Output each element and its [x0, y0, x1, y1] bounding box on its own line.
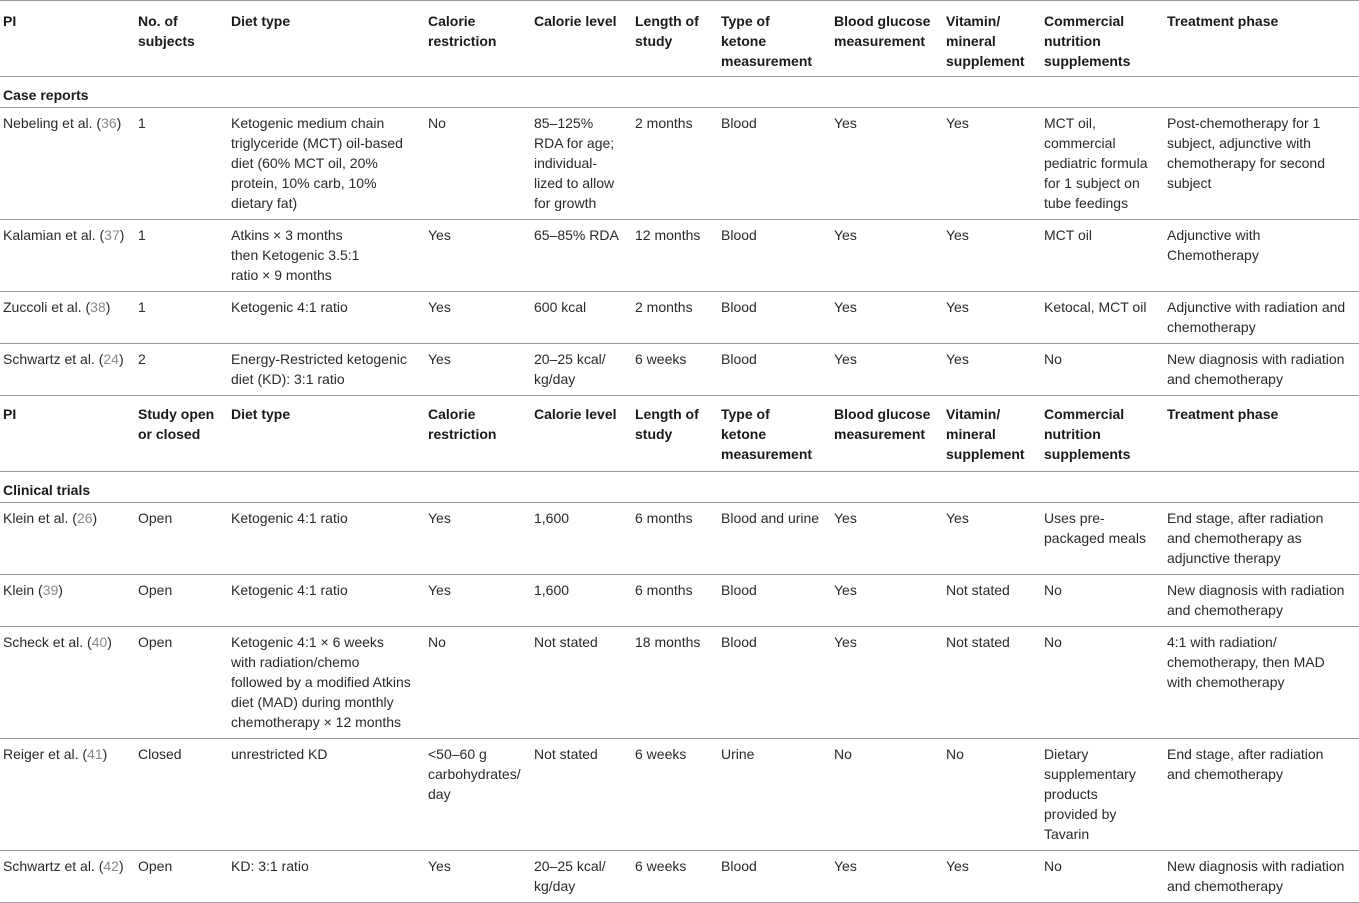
- pi-close-paren: ): [105, 299, 111, 315]
- column-header-diet-type: Diet type: [228, 1, 425, 77]
- cell-calorie-restriction: <50–60 g carbohydrates/ day: [425, 739, 531, 851]
- cell-study-length: 6 months: [632, 503, 718, 575]
- cell-commercial-supplements: MCT oil, commercial pediatric formula for 1 subject on tube feedings: [1041, 108, 1164, 220]
- table-row: [0, 220, 1359, 292]
- reference-link[interactable]: 41: [87, 746, 103, 762]
- cell-calorie-restriction: Yes: [425, 220, 531, 292]
- pi-close-paren: ): [119, 227, 125, 243]
- cell-diet-type: KD: 3:1 ratio: [228, 851, 425, 903]
- cell-pi: [0, 108, 135, 220]
- column-header-ketone-measurement: Type of ketone measurement: [718, 1, 831, 77]
- section-title: Clinical trials: [0, 472, 1359, 503]
- pi-name: Nebeling et al. (: [3, 115, 102, 131]
- column-header-row: [0, 1, 1359, 77]
- cell-pi: [0, 503, 135, 575]
- section-title: Case reports: [0, 77, 1359, 108]
- cell-calorie-level: 600 kcal: [531, 292, 632, 344]
- column-header-treatment-phase: Treatment phase: [1164, 1, 1359, 77]
- cell-blood-glucose: Yes: [831, 503, 943, 575]
- reference-link[interactable]: 42: [103, 858, 119, 874]
- reference-link[interactable]: 26: [76, 510, 93, 526]
- cell-study-length: 6 weeks: [632, 739, 718, 851]
- pi-close-paren: ): [116, 115, 122, 131]
- cell-study-length: 12 months: [632, 220, 718, 292]
- cell-calorie-restriction: Yes: [425, 503, 531, 575]
- column-header-calorie-level: Calorie level: [531, 396, 632, 472]
- table-row: [0, 503, 1359, 575]
- pi-name: Scheck et al. (: [3, 634, 92, 650]
- cell-treatment-phase: Adjunctive with radiation and chemotherapy: [1164, 292, 1359, 344]
- cell-pi: [0, 575, 135, 627]
- column-header-calorie-level: Calorie level: [531, 1, 632, 77]
- cell-calorie-level: 85–125% RDA for age; individual- lized to allow for growth: [531, 108, 632, 220]
- cell-subjects-or-status: Closed: [135, 739, 228, 851]
- cell-vitamin-supplement: Yes: [943, 220, 1041, 292]
- cell-commercial-supplements: Dietary supplementary products provided by Tavarin: [1041, 739, 1164, 851]
- column-header-study-length: Length of study: [632, 1, 718, 77]
- cell-ketone-measurement: Blood: [718, 575, 831, 627]
- cell-diet-type: unrestricted KD: [228, 739, 425, 851]
- cell-calorie-level: 20–25 kcal/ kg/day: [531, 851, 632, 903]
- cell-blood-glucose: No: [831, 739, 943, 851]
- cell-vitamin-supplement: Yes: [943, 292, 1041, 344]
- column-header-treatment-phase: Treatment phase: [1164, 396, 1359, 472]
- cell-calorie-restriction: No: [425, 627, 531, 739]
- cell-ketone-measurement: Blood: [718, 627, 831, 739]
- cell-commercial-supplements: MCT oil: [1041, 220, 1164, 292]
- pi-close-paren: ): [58, 582, 63, 598]
- cell-calorie-restriction: Yes: [425, 292, 531, 344]
- column-header-vitamin-supplement: Vitamin/ mineral supplement: [943, 1, 1041, 77]
- cell-ketone-measurement: Blood and urine: [718, 503, 831, 575]
- cell-subjects-or-status: Open: [135, 851, 228, 903]
- cell-blood-glucose: Yes: [831, 344, 943, 396]
- reference-link[interactable]: 36: [101, 115, 117, 131]
- cell-pi: [0, 220, 135, 292]
- pi-close-paren: ): [118, 858, 124, 874]
- cell-calorie-restriction: Yes: [425, 851, 531, 903]
- cell-ketone-measurement: Blood: [718, 108, 831, 220]
- table-row: [0, 575, 1359, 627]
- cell-blood-glucose: Yes: [831, 851, 943, 903]
- table-row: [0, 739, 1359, 851]
- cell-subjects-or-status: 1: [135, 292, 228, 344]
- cell-treatment-phase: Adjunctive with Chemotherapy: [1164, 220, 1359, 292]
- reference-link[interactable]: 40: [91, 634, 108, 650]
- column-header-pi: PI: [0, 396, 135, 472]
- cell-commercial-supplements: No: [1041, 627, 1164, 739]
- pi-name: Kalamian et al. (: [3, 227, 105, 243]
- table-row: [0, 851, 1359, 903]
- column-header-row: [0, 396, 1359, 472]
- section-row: [0, 472, 1359, 503]
- cell-pi: [0, 344, 135, 396]
- cell-vitamin-supplement: Yes: [943, 503, 1041, 575]
- column-header-subjects-or-status: No. of subjects: [135, 1, 228, 77]
- column-header-calorie-restriction: Calorie restriction: [425, 1, 531, 77]
- reference-link[interactable]: 24: [103, 351, 119, 367]
- cell-pi: [0, 627, 135, 739]
- cell-treatment-phase: Post-chemotherapy for 1 subject, adjunctive with chemotherapy for second subject: [1164, 108, 1359, 220]
- table-row: [0, 627, 1359, 739]
- cell-diet-type: Ketogenic 4:1 × 6 weeks with radiation/chemo followed by a modified Atkins diet (MAD) during monthly chemotherapy × 12 months: [228, 627, 425, 739]
- pi-name: Zuccoli et al. (: [3, 299, 91, 315]
- cell-ketone-measurement: Blood: [718, 851, 831, 903]
- cell-calorie-level: Not stated: [531, 739, 632, 851]
- column-header-ketone-measurement: Type of ketone measurement: [718, 396, 831, 472]
- table-row: [0, 344, 1359, 396]
- reference-link[interactable]: 39: [42, 582, 59, 598]
- pi-close-paren: ): [102, 746, 108, 762]
- cell-diet-type: Energy-Restricted ketogenic diet (KD): 3:1 ratio: [228, 344, 425, 396]
- cell-blood-glucose: Yes: [831, 292, 943, 344]
- cell-treatment-phase: End stage, after radiation and chemotherapy as adjunctive therapy: [1164, 503, 1359, 575]
- cell-calorie-level: Not stated: [531, 627, 632, 739]
- table-row: [0, 292, 1359, 344]
- pi-close-paren: ): [107, 634, 112, 650]
- reference-link[interactable]: 37: [104, 227, 120, 243]
- column-header-pi: PI: [0, 1, 135, 77]
- cell-blood-glucose: Yes: [831, 108, 943, 220]
- cell-vitamin-supplement: Yes: [943, 851, 1041, 903]
- cell-treatment-phase: New diagnosis with radiation and chemotherapy: [1164, 851, 1359, 903]
- cell-calorie-restriction: Yes: [425, 575, 531, 627]
- cell-vitamin-supplement: Not stated: [943, 575, 1041, 627]
- pi-close-paren: ): [118, 351, 124, 367]
- cell-study-length: 2 months: [632, 292, 718, 344]
- column-header-commercial-supplements: Commercial nutrition supplements: [1041, 1, 1164, 77]
- cell-calorie-level: 1,600: [531, 503, 632, 575]
- cell-vitamin-supplement: Not stated: [943, 627, 1041, 739]
- cell-calorie-level: 65–85% RDA: [531, 220, 632, 292]
- pi-close-paren: ): [92, 510, 98, 526]
- cell-pi: [0, 739, 135, 851]
- column-header-blood-glucose: Blood glucose measurement: [831, 396, 943, 472]
- cell-subjects-or-status: Open: [135, 575, 228, 627]
- cell-calorie-level: 1,600: [531, 575, 632, 627]
- column-header-blood-glucose: Blood glucose measurement: [831, 1, 943, 77]
- cell-study-length: 6 weeks: [632, 344, 718, 396]
- cell-study-length: 18 months: [632, 627, 718, 739]
- cell-commercial-supplements: No: [1041, 344, 1164, 396]
- pi-name: Klein et al. (: [3, 510, 77, 526]
- cell-subjects-or-status: 2: [135, 344, 228, 396]
- cell-calorie-level: 20–25 kcal/ kg/day: [531, 344, 632, 396]
- column-header-calorie-restriction: Calorie restriction: [425, 396, 531, 472]
- cell-calorie-restriction: Yes: [425, 344, 531, 396]
- cell-ketone-measurement: Urine: [718, 739, 831, 851]
- table-row: [0, 108, 1359, 220]
- column-header-subjects-or-status: Study open or closed: [135, 396, 228, 472]
- cell-pi: [0, 851, 135, 903]
- pi-name: Klein (: [3, 582, 43, 598]
- cell-vitamin-supplement: Yes: [943, 344, 1041, 396]
- cell-diet-type: Ketogenic medium chain triglyceride (MCT) oil-based diet (60% MCT oil, 20% protein, 10% carb, 10% dietary fat): [228, 108, 425, 220]
- column-header-commercial-supplements: Commercial nutrition supplements: [1041, 396, 1164, 472]
- cell-blood-glucose: Yes: [831, 575, 943, 627]
- cell-blood-glucose: Yes: [831, 220, 943, 292]
- cell-commercial-supplements: Ketocal, MCT oil: [1041, 292, 1164, 344]
- cell-study-length: 6 weeks: [632, 851, 718, 903]
- pi-name: Schwartz et al. (: [3, 858, 104, 874]
- cell-ketone-measurement: Blood: [718, 344, 831, 396]
- cell-diet-type: Ketogenic 4:1 ratio: [228, 292, 425, 344]
- cell-vitamin-supplement: Yes: [943, 108, 1041, 220]
- cell-ketone-measurement: Blood: [718, 220, 831, 292]
- reference-link[interactable]: 38: [90, 299, 106, 315]
- cell-commercial-supplements: No: [1041, 575, 1164, 627]
- cell-subjects-or-status: 1: [135, 220, 228, 292]
- cell-ketone-measurement: Blood: [718, 292, 831, 344]
- cell-pi: [0, 292, 135, 344]
- cell-study-length: 6 months: [632, 575, 718, 627]
- cell-treatment-phase: End stage, after radiation and chemotherapy: [1164, 739, 1359, 851]
- cell-treatment-phase: New diagnosis with radiation and chemotherapy: [1164, 575, 1359, 627]
- column-header-diet-type: Diet type: [228, 396, 425, 472]
- cell-treatment-phase: New diagnosis with radiation and chemotherapy: [1164, 344, 1359, 396]
- column-header-vitamin-supplement: Vitamin/ mineral supplement: [943, 396, 1041, 472]
- pi-name: Schwartz et al. (: [3, 351, 104, 367]
- cell-study-length: 2 months: [632, 108, 718, 220]
- section-row: [0, 77, 1359, 108]
- cell-commercial-supplements: No: [1041, 851, 1164, 903]
- cell-subjects-or-status: Open: [135, 627, 228, 739]
- cell-diet-type: Ketogenic 4:1 ratio: [228, 503, 425, 575]
- cell-diet-type: Atkins × 3 months then Ketogenic 3.5:1 ratio × 9 months: [228, 220, 425, 292]
- cell-treatment-phase: 4:1 with radiation/ chemotherapy, then MAD with chemotherapy: [1164, 627, 1359, 739]
- cell-subjects-or-status: Open: [135, 503, 228, 575]
- cell-subjects-or-status: 1: [135, 108, 228, 220]
- cell-commercial-supplements: Uses pre- packaged meals: [1041, 503, 1164, 575]
- cell-calorie-restriction: No: [425, 108, 531, 220]
- cell-diet-type: Ketogenic 4:1 ratio: [228, 575, 425, 627]
- pi-name: Reiger et al. (: [3, 746, 88, 762]
- cell-blood-glucose: Yes: [831, 627, 943, 739]
- column-header-study-length: Length of study: [632, 396, 718, 472]
- cell-vitamin-supplement: No: [943, 739, 1041, 851]
